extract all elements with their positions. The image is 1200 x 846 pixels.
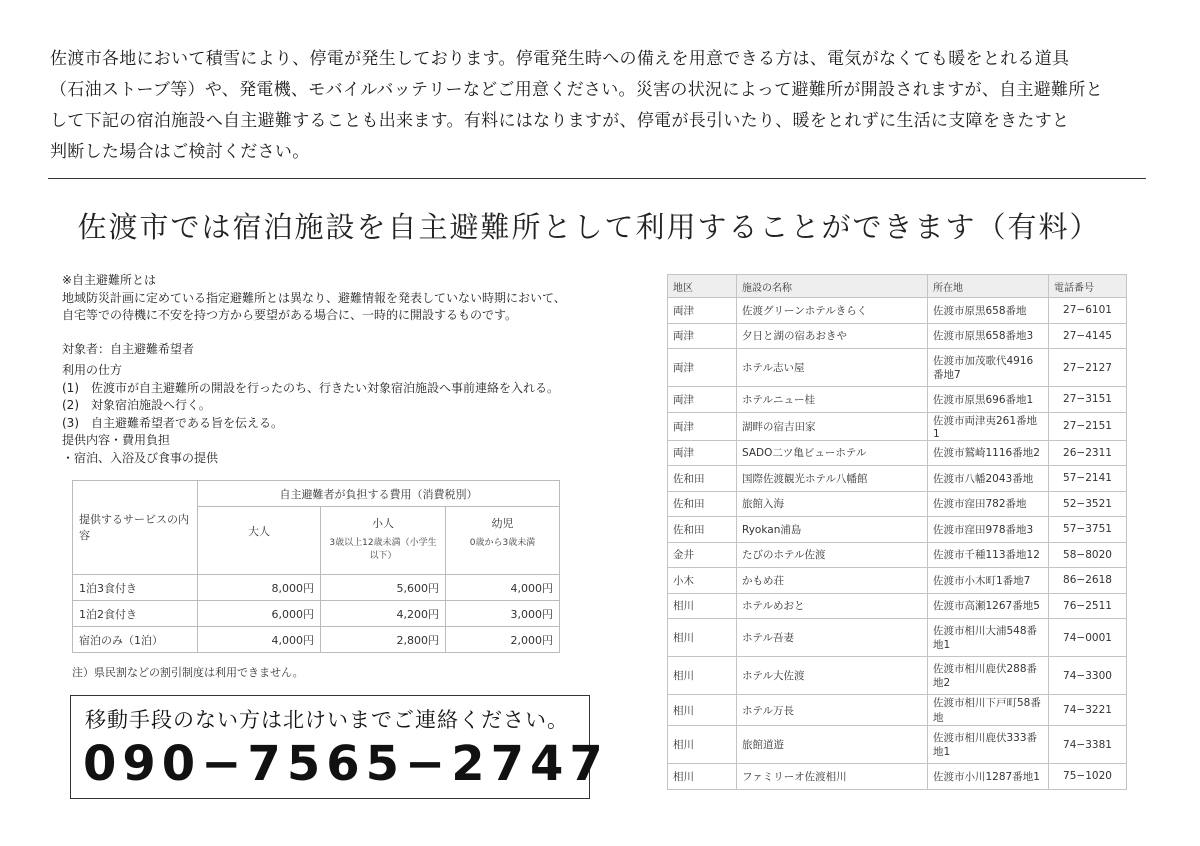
phone-cell: 26−2311 <box>1049 440 1127 466</box>
area-cell: 相川 <box>668 657 737 695</box>
area-cell: 金井 <box>668 542 737 568</box>
price-cell: 2,800円 <box>321 627 446 653</box>
table-row <box>668 466 1127 492</box>
column-header: 地区 <box>668 275 737 298</box>
address-cell: 佐渡市鷲崎1116番地2 <box>928 440 1049 466</box>
table-row <box>668 517 1127 543</box>
area-cell: 相川 <box>668 619 737 657</box>
provision-item: ・宿泊、入浴及び食事の提供 <box>62 450 219 465</box>
service-cell: 1泊2食付き <box>73 601 198 627</box>
child-note: 3歳以上12歳未満（小学生以下） <box>329 538 437 561</box>
usage-step: (3) 自主避難希望者である旨を伝える。 <box>62 415 283 430</box>
service-cell: 宿泊のみ（1泊） <box>73 627 198 653</box>
definition-title: ※自主避難所とは <box>62 273 157 287</box>
page-title: 佐渡市では宿泊施設を自主避難所として利用することができます（有料） <box>77 210 1101 244</box>
cost-header: 自主避難者が負担する費用（消費税別） <box>198 481 560 507</box>
intro-line: して下記の宿泊施設へ自主避難することも出来ます。有料にはなりますが、停電が長引いたり、暖をとれずに生活に支障をきたすと <box>50 111 1070 131</box>
table-row <box>73 575 560 601</box>
address-cell: 佐渡市原黒696番地1 <box>928 387 1049 413</box>
price-cell: 4,200円 <box>321 601 446 627</box>
phone-cell: 74−3221 <box>1049 695 1127 726</box>
price-cell: 4,000円 <box>446 575 560 601</box>
address-cell: 佐渡市高瀬1267番地5 <box>928 593 1049 619</box>
area-cell: 相川 <box>668 764 737 790</box>
phone-cell: 86−2618 <box>1049 568 1127 594</box>
table-row <box>668 764 1127 790</box>
area-cell: 相川 <box>668 726 737 764</box>
name-cell: ファミリーオ佐渡相川 <box>737 764 928 790</box>
contact-box <box>70 695 609 799</box>
infant-note: 0歳から3歳未満 <box>469 538 536 548</box>
phone-cell: 76−2511 <box>1049 593 1127 619</box>
column-header: 所在地 <box>928 275 1049 298</box>
name-cell: 夕日と湖の宿あおきや <box>737 323 928 349</box>
address-cell: 佐渡市加茂歌代4916番地7 <box>928 349 1049 387</box>
table-row <box>668 619 1127 657</box>
contact-phone: 090−7565−2747 <box>83 736 609 792</box>
name-cell: ホテルニュー桂 <box>737 387 928 413</box>
table-row <box>668 568 1127 594</box>
area-cell: 佐和田 <box>668 466 737 492</box>
address-cell: 佐渡市相川大浦548番地1 <box>928 619 1049 657</box>
price-cell: 5,600円 <box>321 575 446 601</box>
definition-text: 自宅等での待機に不安を持つ方から要望がある場合に、一時的に開設するものです。 <box>62 308 518 322</box>
table-row <box>668 542 1127 568</box>
intro-line: （石油ストーブ等）や、発電機、モバイルバッテリーなどご用意ください。災害の状況によって避難所が開設されますが、自主避難所と <box>50 80 1103 100</box>
name-cell: ホテルめおと <box>737 593 928 619</box>
table-row <box>668 323 1127 349</box>
infant-header: 幼児 0歳から3歳未満 <box>446 507 560 575</box>
target-text: 対象者：自主避難希望者 <box>62 341 195 356</box>
info-section <box>62 272 622 467</box>
phone-cell: 74−0001 <box>1049 619 1127 657</box>
table-row <box>668 298 1127 324</box>
address-cell: 佐渡市八幡2043番地 <box>928 466 1049 492</box>
table-row <box>668 349 1127 387</box>
table-row <box>73 601 560 627</box>
provision-title: 提供内容・費用負担 <box>62 433 171 447</box>
usage-step: (2) 対象宿泊施設へ行く。 <box>62 398 211 412</box>
table-row <box>668 593 1127 619</box>
address-cell: 佐渡市原黒658番地3 <box>928 323 1049 349</box>
price-cell: 8,000円 <box>198 575 321 601</box>
name-cell: SADO二ツ亀ビューホテル <box>737 440 928 466</box>
area-cell: 相川 <box>668 593 737 619</box>
phone-cell: 27−3151 <box>1049 387 1127 413</box>
phone-cell: 74−3300 <box>1049 657 1127 695</box>
table-row <box>668 726 1127 764</box>
area-cell: 両津 <box>668 387 737 413</box>
name-cell: ホテル万長 <box>737 695 928 726</box>
area-cell: 佐和田 <box>668 517 737 543</box>
area-cell: 両津 <box>668 412 737 440</box>
area-cell: 両津 <box>668 440 737 466</box>
usage-title: 利用の仕方 <box>62 363 123 377</box>
phone-cell: 27−4145 <box>1049 323 1127 349</box>
address-cell: 佐渡市原黒658番地 <box>928 298 1049 324</box>
price-cell: 4,000円 <box>198 627 321 653</box>
intro-line: 佐渡市各地において積雪により、停電が発生しております。停電発生時への備えを用意できる方は、電気がなくても暖をとれる道具 <box>50 49 1070 69</box>
address-cell: 佐渡市相川下戸町58番地 <box>928 695 1049 726</box>
name-cell: ホテル大佐渡 <box>737 657 928 695</box>
name-cell: Ryokan浦島 <box>737 517 928 543</box>
adult-header: 大人 <box>198 507 321 575</box>
child-header: 小人 3歳以上12歳未満（小学生以下） <box>321 507 446 575</box>
address-cell: 佐渡市窪田782番地 <box>928 491 1049 517</box>
phone-cell: 58−8020 <box>1049 542 1127 568</box>
name-cell: たびのホテル佐渡 <box>737 542 928 568</box>
divider <box>48 178 1146 179</box>
address-cell: 佐渡市相川鹿伏333番地1 <box>928 726 1049 764</box>
name-cell: 旅館道遊 <box>737 726 928 764</box>
phone-cell: 27−6101 <box>1049 298 1127 324</box>
service-header: 提供するサービスの内容 <box>73 481 198 575</box>
contact-message: 移動手段のない方は北けいまでご連絡ください。 <box>85 708 569 732</box>
area-cell: 両津 <box>668 323 737 349</box>
intro-line: 判断した場合はご検討ください。 <box>50 142 310 162</box>
address-cell: 佐渡市小木町1番地7 <box>928 568 1049 594</box>
address-cell: 佐渡市千種113番地12 <box>928 542 1049 568</box>
phone-cell: 27−2151 <box>1049 412 1127 440</box>
discount-note: 注）県民割などの割引制度は利用できません。 <box>72 666 304 679</box>
column-header: 電話番号 <box>1049 275 1127 298</box>
area-cell: 両津 <box>668 298 737 324</box>
name-cell: ホテル志い屋 <box>737 349 928 387</box>
fee-table <box>72 480 560 653</box>
name-cell: かもめ荘 <box>737 568 928 594</box>
table-row <box>668 695 1127 726</box>
area-cell: 相川 <box>668 695 737 726</box>
phone-cell: 27−2127 <box>1049 349 1127 387</box>
phone-cell: 57−2141 <box>1049 466 1127 492</box>
service-cell: 1泊3食付き <box>73 575 198 601</box>
price-cell: 2,000円 <box>446 627 560 653</box>
name-cell: ホテル吾妻 <box>737 619 928 657</box>
table-row <box>668 387 1127 413</box>
phone-cell: 75−1020 <box>1049 764 1127 790</box>
name-cell: 佐渡グリーンホテルきらく <box>737 298 928 324</box>
name-cell: 国際佐渡観光ホテル八幡館 <box>737 466 928 492</box>
table-row <box>668 412 1127 440</box>
intro-paragraph <box>50 44 1150 168</box>
address-cell: 佐渡市小川1287番地1 <box>928 764 1049 790</box>
usage-step: (1) 佐渡市が自主避難所の開設を行ったのち、行きたい対象宿泊施設へ事前連絡を入れる。 <box>62 380 560 395</box>
phone-cell: 52−3521 <box>1049 491 1127 517</box>
phone-cell: 74−3381 <box>1049 726 1127 764</box>
address-cell: 佐渡市両津夷261番地1 <box>928 412 1049 440</box>
address-cell: 佐渡市相川鹿伏288番地2 <box>928 657 1049 695</box>
price-cell: 6,000円 <box>198 601 321 627</box>
area-cell: 両津 <box>668 349 737 387</box>
lodging-table <box>667 274 1127 790</box>
table-header-row <box>668 275 1127 298</box>
area-cell: 小木 <box>668 568 737 594</box>
price-cell: 3,000円 <box>446 601 560 627</box>
name-cell: 旅館入海 <box>737 491 928 517</box>
phone-cell: 57−3751 <box>1049 517 1127 543</box>
column-header: 施設の名称 <box>737 275 928 298</box>
address-cell: 佐渡市窪田978番地3 <box>928 517 1049 543</box>
name-cell: 湖畔の宿吉田家 <box>737 412 928 440</box>
table-row <box>73 627 560 653</box>
table-row <box>668 491 1127 517</box>
table-row <box>668 657 1127 695</box>
area-cell: 佐和田 <box>668 491 737 517</box>
definition-text: 地域防災計画に定めている指定避難所とは異なり、避難情報を発表していない時期において、 <box>62 290 566 305</box>
table-row <box>668 440 1127 466</box>
